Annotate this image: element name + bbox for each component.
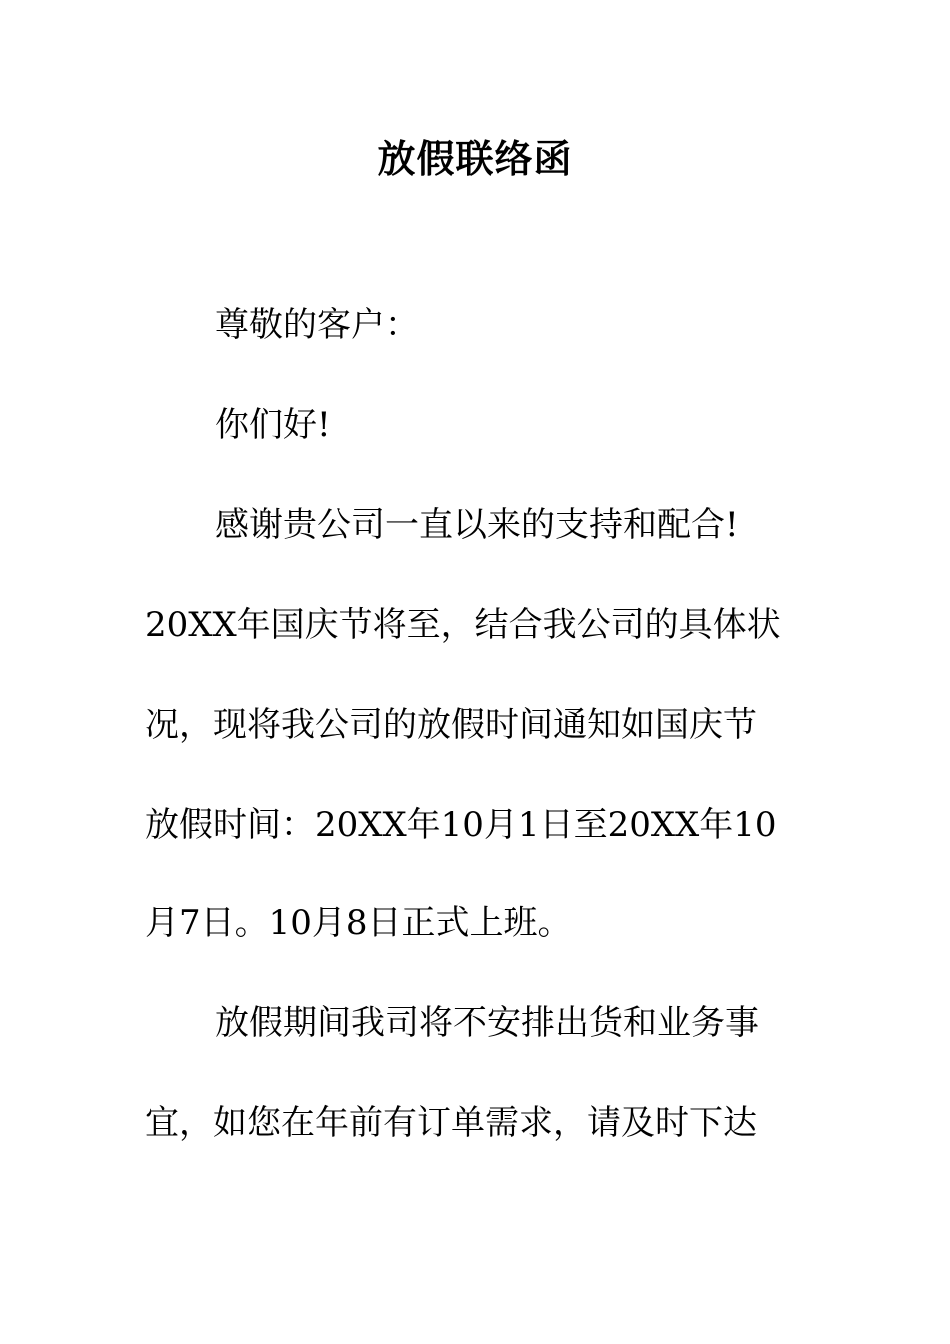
body-line-7: 宜，如您在年前有订单需求，请及时下达 bbox=[145, 1103, 757, 1143]
body-line-3: 况，现将我公司的放假时间通知如国庆节 bbox=[145, 705, 757, 745]
body-line-5: 月7日。10月8日正式上班。 bbox=[145, 903, 572, 943]
body-line-2: 20XX年国庆节将至，结合我公司的具体状 bbox=[145, 605, 781, 645]
body-line-1: 感谢贵公司一直以来的支持和配合! bbox=[215, 505, 739, 545]
salutation-line: 尊敬的客户： bbox=[215, 305, 419, 345]
document-title: 放假联络函 bbox=[377, 136, 573, 181]
greeting-line: 你们好! bbox=[215, 405, 331, 445]
body-line-4: 放假时间：20XX年10月1日至20XX年10 bbox=[145, 805, 777, 845]
body-line-6: 放假期间我司将不安排出货和业务事 bbox=[215, 1003, 759, 1043]
